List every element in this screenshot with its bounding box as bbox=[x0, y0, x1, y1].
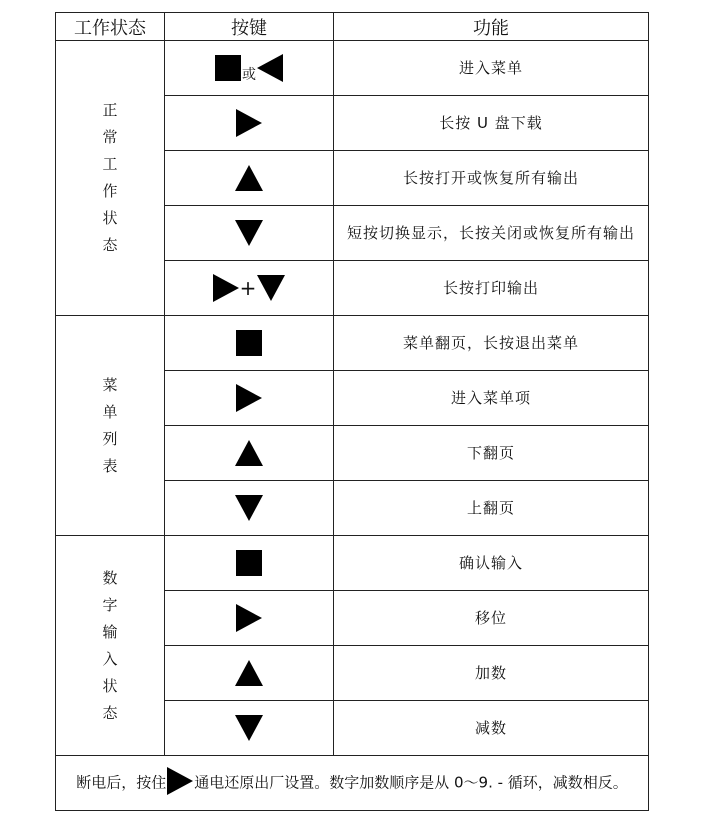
function-cell: 确认输入 bbox=[334, 536, 649, 591]
down-triangle-icon bbox=[257, 275, 285, 301]
right-triangle-icon bbox=[167, 767, 193, 795]
up-triangle-icon bbox=[235, 165, 263, 191]
state-char: 入 bbox=[102, 649, 118, 668]
key-cell bbox=[165, 371, 334, 426]
function-cell: 菜单翻页，长按退出菜单 bbox=[334, 316, 649, 371]
state-label bbox=[56, 536, 165, 756]
state-char: 工 bbox=[102, 155, 118, 173]
function-cell: 移位 bbox=[334, 591, 649, 646]
table-row bbox=[56, 316, 649, 371]
table-row bbox=[56, 41, 649, 96]
function-cell: 进入菜单项 bbox=[334, 371, 649, 426]
left-triangle-icon bbox=[257, 54, 283, 82]
note-text-before: 断电后，按住 bbox=[76, 773, 167, 792]
function-cell: 上翻页 bbox=[334, 481, 649, 536]
state-char: 表 bbox=[102, 456, 118, 475]
function-cell: 长按打开或恢复所有输出 bbox=[334, 151, 649, 206]
square-icon bbox=[215, 55, 241, 81]
header-function: 功能 bbox=[334, 13, 649, 41]
state-char: 状 bbox=[102, 209, 118, 227]
function-cell: 进入菜单 bbox=[334, 41, 649, 96]
key-cell bbox=[165, 261, 334, 316]
state-char: 字 bbox=[102, 595, 118, 614]
state-char: 单 bbox=[102, 402, 118, 421]
function-cell: 短按切换显示，长按关闭或恢复所有输出 bbox=[334, 206, 649, 261]
footnote bbox=[56, 756, 649, 811]
up-triangle-icon bbox=[235, 440, 263, 466]
key-cell bbox=[165, 426, 334, 481]
function-cell: 长按 U 盘下载 bbox=[334, 96, 649, 151]
state-char: 菜 bbox=[102, 375, 118, 394]
right-triangle-icon bbox=[236, 604, 262, 632]
state-char: 数 bbox=[102, 568, 118, 587]
square-icon bbox=[236, 330, 262, 356]
key-combo-plus: + bbox=[239, 276, 257, 300]
state-label bbox=[56, 316, 165, 536]
right-triangle-icon bbox=[213, 274, 239, 302]
state-char: 输 bbox=[102, 622, 118, 641]
state-char: 态 bbox=[102, 703, 118, 722]
down-triangle-icon bbox=[235, 220, 263, 246]
key-cell bbox=[165, 151, 334, 206]
square-icon bbox=[236, 550, 262, 576]
function-cell: 加数 bbox=[334, 646, 649, 701]
state-char: 常 bbox=[102, 128, 118, 146]
down-triangle-icon bbox=[235, 495, 263, 521]
table-row bbox=[56, 536, 649, 591]
note-row bbox=[56, 756, 649, 811]
state-char: 列 bbox=[102, 429, 118, 448]
function-cell: 减数 bbox=[334, 701, 649, 756]
state-char: 作 bbox=[102, 182, 118, 200]
down-triangle-icon bbox=[235, 715, 263, 741]
key-cell bbox=[165, 206, 334, 261]
right-triangle-icon bbox=[236, 384, 262, 412]
up-triangle-icon bbox=[235, 660, 263, 686]
state-label bbox=[56, 41, 165, 316]
key-cell bbox=[165, 481, 334, 536]
key-cell bbox=[165, 536, 334, 591]
key-cell bbox=[165, 646, 334, 701]
key-cell bbox=[165, 316, 334, 371]
key-cell bbox=[165, 701, 334, 756]
header-state: 工作状态 bbox=[56, 13, 165, 41]
key-or-label: 或 bbox=[242, 67, 256, 83]
state-char: 正 bbox=[102, 101, 118, 119]
right-triangle-icon bbox=[236, 109, 262, 137]
key-cell bbox=[165, 41, 334, 96]
state-char: 态 bbox=[102, 236, 118, 254]
key-cell bbox=[165, 591, 334, 646]
header-keys: 按键 bbox=[165, 13, 334, 41]
table-header-row bbox=[56, 13, 649, 41]
key-cell bbox=[165, 96, 334, 151]
note-text-after: 通电还原出厂设置。数字加数顺序是从 0～9. - 循环，减数相反。 bbox=[194, 773, 628, 792]
state-char: 状 bbox=[102, 676, 118, 695]
function-cell: 长按打印输出 bbox=[334, 261, 649, 316]
key-function-table bbox=[55, 12, 649, 811]
function-cell: 下翻页 bbox=[334, 426, 649, 481]
